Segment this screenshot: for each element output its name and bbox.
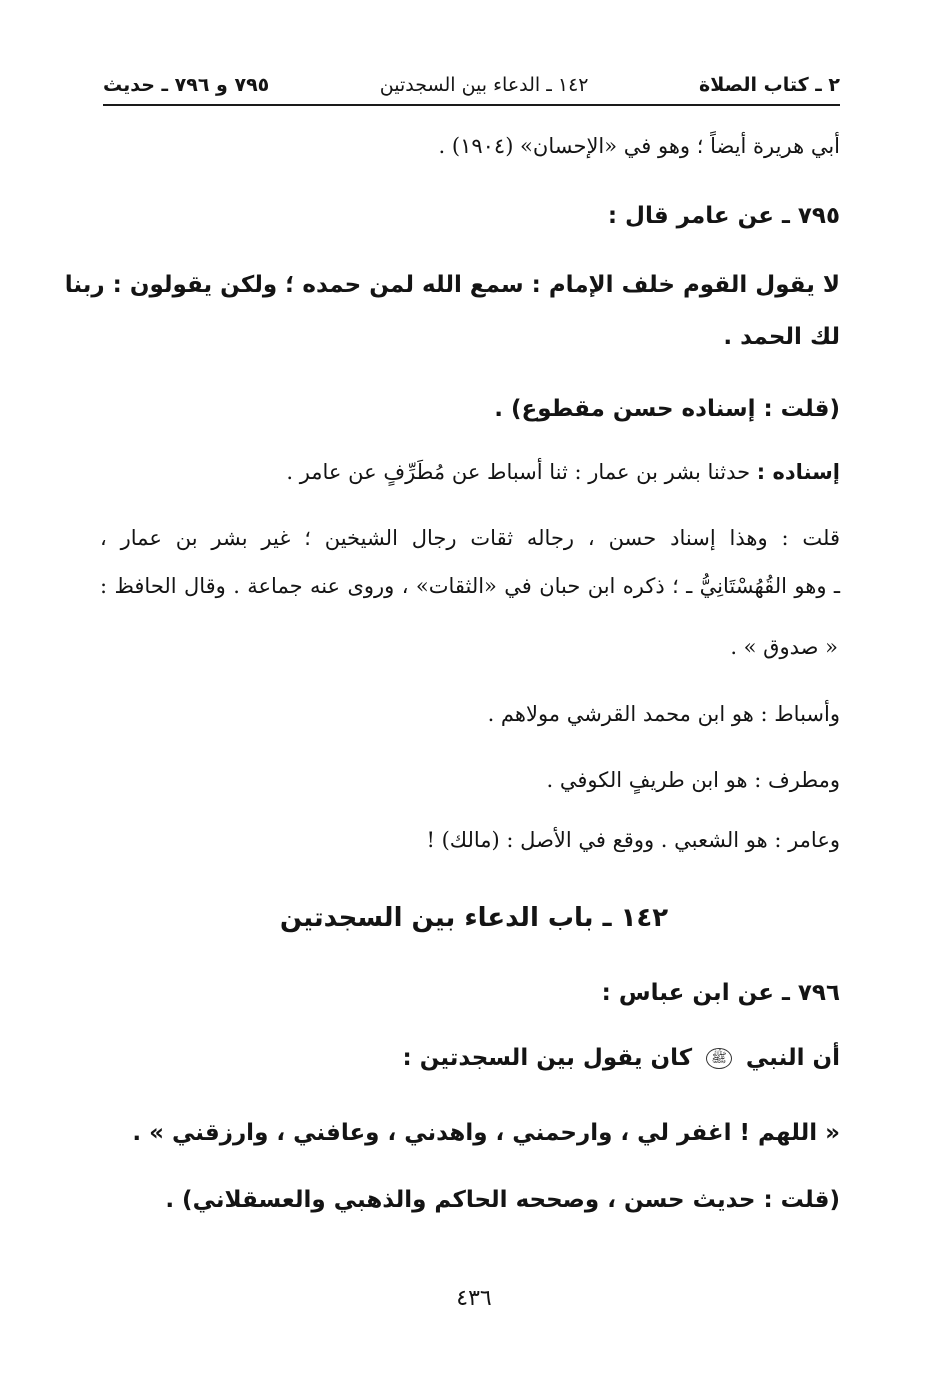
hadith-796-text-b: كان يقول بين السجدتين :	[402, 1045, 693, 1071]
isnad-label: إسناده :	[756, 460, 840, 484]
hadith-795-heading: ٧٩٥ ـ عن عامر قال :	[607, 203, 840, 229]
commentary-line-3: « صدوق » .	[730, 635, 838, 659]
hadith-796-supplication: « اللهم ! اغفر لي ، وارحمني ، واهدني ، وعافني ، وارزقني » .	[132, 1120, 840, 1146]
header-chapter-title: ١٤٢ ـ الدعاء بين السجدتين	[379, 74, 589, 96]
header-book-title: ٢ ـ كتاب الصلاة	[699, 74, 840, 96]
salutation-icon: ﷺ	[706, 1048, 732, 1069]
page-number: ٤٣٦	[456, 1286, 492, 1311]
header-divider	[103, 104, 840, 106]
narrator-note-amir: وعامر : هو الشعبي . ووقع في الأصل : (مالك) !	[426, 828, 840, 852]
isnad-text: حدثنا بشر بن عمار : ثنا أسباط عن مُطَرِّفٍ عن عامر .	[286, 460, 751, 484]
header-hadith-range: ٧٩٥ و ٧٩٦ ـ حديث	[103, 74, 270, 96]
text-line-continuation: أبي هريرة أيضاً ؛ وهو في «الإحسان» (١٩٠٤) .	[438, 134, 840, 158]
grading-note-795: (قلت : إسناده حسن مقطوع) .	[494, 396, 840, 422]
hadith-796-text-line-1	[402, 1045, 840, 1071]
narrator-note-asbat: وأسباط : هو ابن محمد القرشي مولاهم .	[487, 702, 840, 726]
hadith-795-text-line-1: لا يقول القوم خلف الإمام : سمع الله لمن حمده ؛ ولكن يقولون : ربنا	[64, 272, 840, 298]
running-header	[103, 68, 840, 102]
hadith-796-heading: ٧٩٦ ـ عن ابن عباس :	[601, 980, 840, 1006]
hadith-796-text-a: أن النبي	[745, 1045, 840, 1071]
isnad-line	[286, 460, 840, 484]
commentary-line-1: قلت : وهذا إسناد حسن ، رجاله ثقات رجال الشيخين ؛ غير بشر بن عمار ،	[100, 526, 840, 550]
commentary-line-2: ـ وهو القُهُسْتَانِيُّ ـ ؛ ذكره ابن حبان في «الثقات» ، وروى عنه جماعة . وقال الحافظ :	[100, 574, 840, 598]
hadith-795-text-line-2: لك الحمد .	[723, 324, 840, 350]
chapter-142-heading: ١٤٢ ـ باب الدعاء بين السجدتين	[279, 903, 669, 933]
grading-note-796: (قلت : حديث حسن ، وصححه الحاكم والذهبي والعسقلاني) .	[165, 1187, 840, 1213]
narrator-note-mutarrif: ومطرف : هو ابن طريفٍ الكوفي .	[546, 768, 840, 792]
